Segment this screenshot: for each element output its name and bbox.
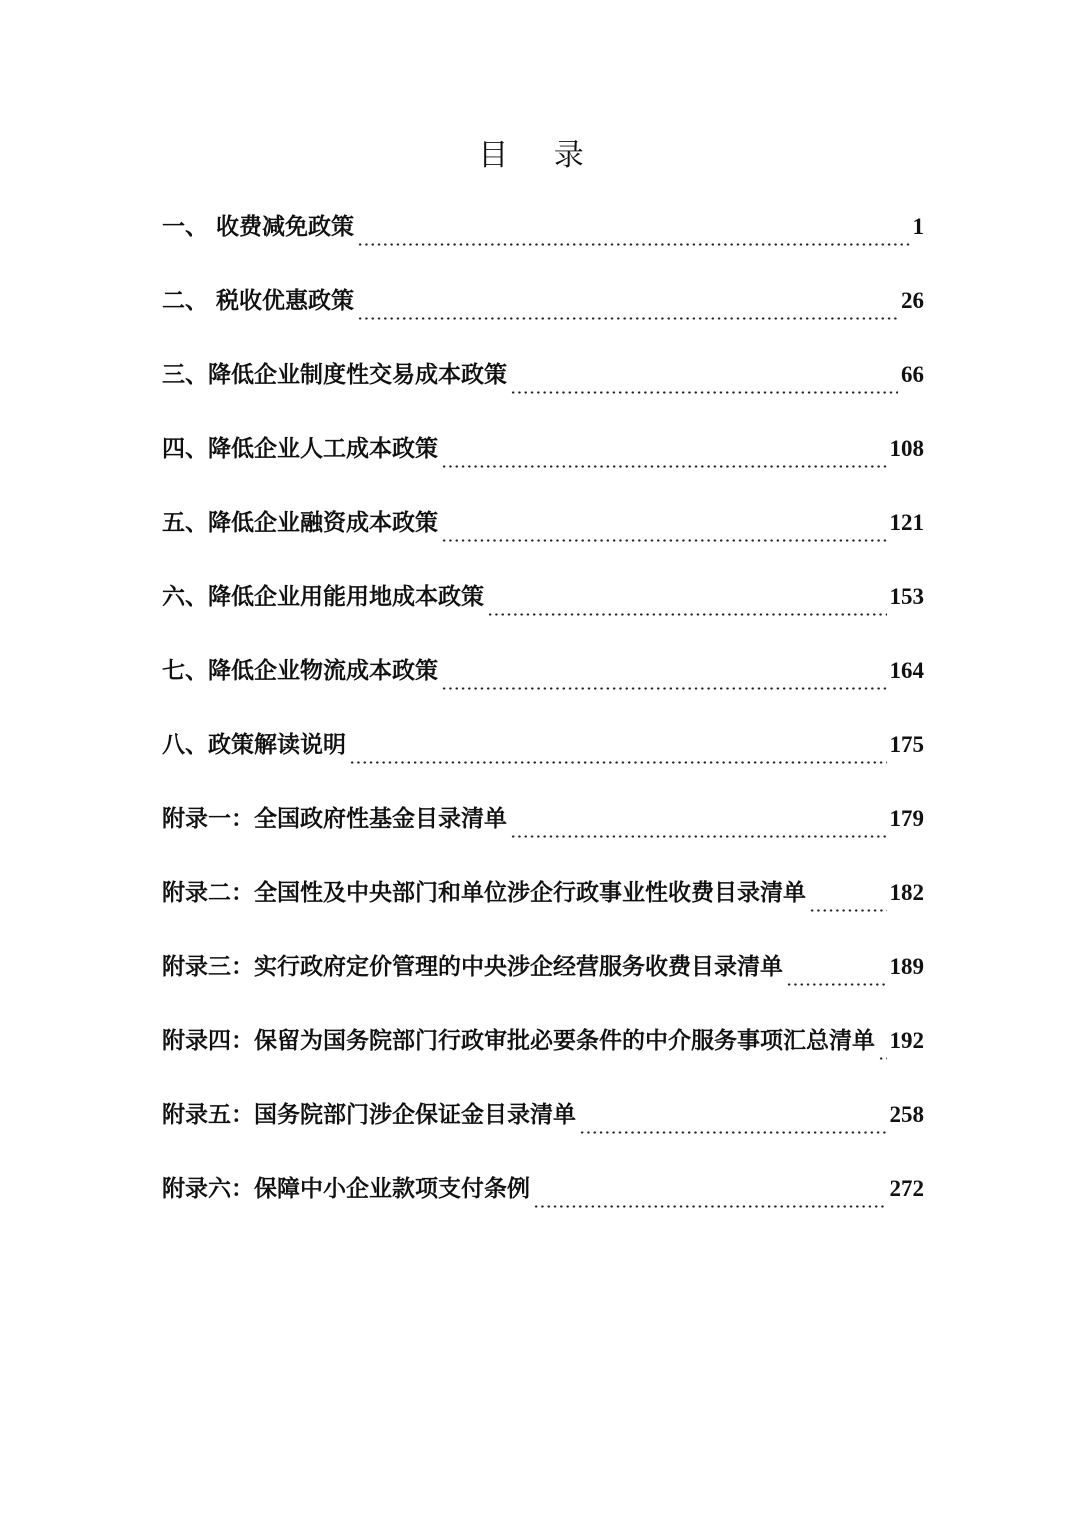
toc-entry[interactable] bbox=[162, 496, 924, 570]
toc-entry[interactable] bbox=[162, 1162, 924, 1236]
dot-leader bbox=[357, 317, 898, 320]
toc-entry-label: 五、降低企业融资成本政策 bbox=[162, 510, 438, 536]
toc-entry[interactable] bbox=[162, 718, 924, 792]
dot-leader bbox=[510, 391, 898, 394]
dot-leader bbox=[441, 539, 887, 542]
toc-entry-label: 附录五：国务院部门涉企保证金目录清单 bbox=[162, 1102, 576, 1128]
dot-leader bbox=[441, 465, 887, 468]
toc-entry[interactable] bbox=[162, 940, 924, 1014]
toc-entry-page: 189 bbox=[889, 954, 924, 979]
toc-entry-label: 附录四：保留为国务院部门行政审批必要条件的中介服务事项汇总清单 bbox=[162, 1028, 875, 1054]
page-title: 目 录 bbox=[478, 138, 602, 173]
toc-entry-label: 四、降低企业人工成本政策 bbox=[162, 436, 438, 462]
toc-entry[interactable] bbox=[162, 422, 924, 496]
toc-entry[interactable] bbox=[162, 866, 924, 940]
dot-leader bbox=[579, 1131, 887, 1134]
toc-entry-page: 26 bbox=[901, 288, 924, 313]
dot-leader bbox=[510, 835, 887, 838]
toc-entry[interactable] bbox=[162, 274, 924, 348]
toc-entry-label: 一、 收费减免政策 bbox=[162, 214, 355, 240]
toc-entry-page: 121 bbox=[889, 510, 924, 535]
toc-entry-label: 附录六：保障中小企业款项支付条例 bbox=[162, 1176, 530, 1202]
toc-entry-label: 七、降低企业物流成本政策 bbox=[162, 658, 438, 684]
toc-entry-page: 179 bbox=[889, 806, 924, 831]
toc-entry-label: 附录二：全国性及中央部门和单位涉企行政事业性收费目录清单 bbox=[162, 880, 806, 906]
toc-entry-page: 153 bbox=[889, 584, 924, 609]
toc-entry-label: 附录三：实行政府定价管理的中央涉企经营服务收费目录清单 bbox=[162, 954, 783, 980]
dot-leader bbox=[349, 761, 887, 764]
toc-entry[interactable] bbox=[162, 200, 924, 274]
dot-leader bbox=[357, 243, 909, 246]
toc-entry[interactable] bbox=[162, 792, 924, 866]
toc-entry-page: 258 bbox=[889, 1102, 924, 1127]
toc-entry-label: 三、降低企业制度性交易成本政策 bbox=[162, 362, 507, 388]
toc-entry-page: 175 bbox=[889, 732, 924, 757]
toc-entry[interactable] bbox=[162, 644, 924, 718]
dot-leader bbox=[487, 613, 887, 616]
dot-leader bbox=[878, 1057, 887, 1060]
toc-entry-page: 164 bbox=[889, 658, 924, 683]
dot-leader bbox=[786, 983, 887, 986]
dot-leader bbox=[809, 909, 887, 912]
toc-entry-page: 192 bbox=[889, 1028, 924, 1053]
toc-entry-label: 八、政策解读说明 bbox=[162, 732, 346, 758]
toc-entry-label: 六、降低企业用能用地成本政策 bbox=[162, 584, 484, 610]
toc-entry-label: 二、 税收优惠政策 bbox=[162, 288, 355, 314]
toc-entry-page: 108 bbox=[889, 436, 924, 461]
toc-entry-page: 272 bbox=[889, 1176, 924, 1201]
toc-entry-page: 182 bbox=[889, 880, 924, 905]
toc-entry-page: 66 bbox=[901, 362, 924, 387]
dot-leader bbox=[533, 1205, 887, 1208]
toc-entry[interactable] bbox=[162, 1088, 924, 1162]
toc-entry[interactable] bbox=[162, 348, 924, 422]
dot-leader bbox=[441, 687, 887, 690]
toc-entry-label: 附录一：全国政府性基金目录清单 bbox=[162, 806, 507, 832]
toc-entry[interactable] bbox=[162, 570, 924, 644]
toc-entry[interactable] bbox=[162, 1014, 924, 1088]
table-of-contents bbox=[162, 200, 924, 1236]
toc-entry-page: 1 bbox=[912, 214, 924, 239]
